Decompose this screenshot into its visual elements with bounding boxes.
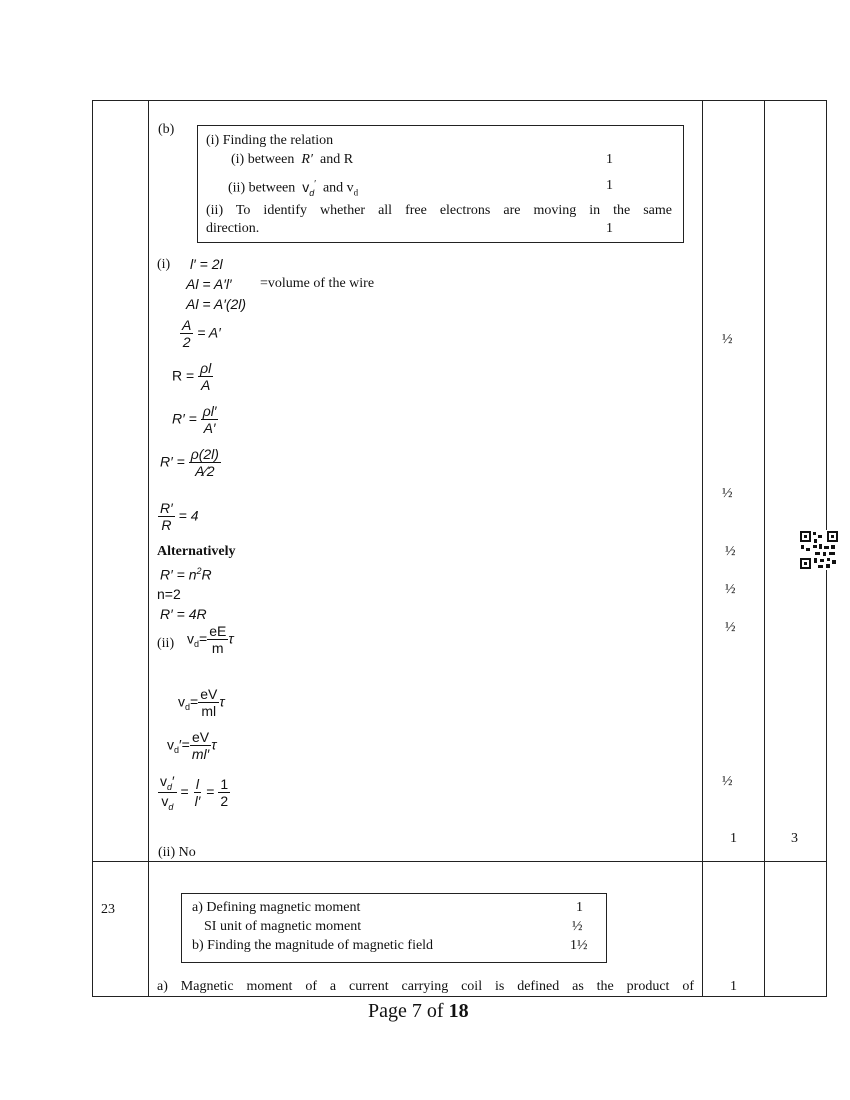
mark: 1	[730, 831, 737, 846]
eq-drift-velocity: $v_d=$ $\frac{eE}{m}$ τ	[187, 623, 234, 657]
mark: ½	[725, 544, 736, 559]
sol-ii-no: (ii) No	[158, 845, 196, 860]
eq-r-prime-sub: R′ = $\frac{\rho(2l)}{A⁄2}$	[160, 446, 219, 480]
table-bottom-border	[92, 996, 827, 997]
eq-alt-r: $R' = n^2R$	[160, 566, 212, 583]
scheme-mark-2: 1	[606, 178, 613, 193]
page-footer: Page 7 of 18	[368, 1000, 469, 1022]
eq-a-prime: $\frac{A}{2}$ = A′	[182, 317, 221, 351]
part-label: (b)	[158, 122, 175, 137]
eq-volume-note: =volume of the wire	[260, 276, 375, 291]
q23-scheme-si-mark: ½	[572, 919, 583, 934]
mark: ½	[722, 774, 733, 789]
eq-drift-v-prime: $v_d'=$ $\frac{eV}{ml'}$ τ	[167, 729, 217, 763]
scheme-line-5: direction.	[206, 221, 260, 236]
scheme-line-1: (i) Finding the relation	[206, 133, 334, 148]
scheme-line-4: (ii) To identify whether all free electrons are moving in the same	[206, 203, 672, 218]
eq-drift-ratio: $\frac{v_d'}{v_d}$ = $\frac{l}{l'}$ = $\frac{1}{2}$	[160, 773, 229, 812]
col-divider-3	[764, 100, 765, 997]
scheme-line-3: (ii) between $v_d'$ and $v_d$	[228, 178, 359, 198]
sol-ii-label: (ii)	[157, 636, 175, 651]
col-divider-2	[702, 100, 703, 997]
q23-answer-mark: 1	[730, 979, 737, 994]
question-number: 23	[101, 902, 115, 917]
eq-length: l′ = 2l	[190, 256, 223, 272]
table-top-border	[92, 100, 827, 101]
scheme-mark-1: 1	[606, 152, 613, 167]
eq-drift-v: $v_d=$ $\frac{eV}{ml}$ τ	[178, 686, 225, 720]
marking-scheme-box	[197, 125, 684, 243]
mark: ½	[725, 582, 736, 597]
alternatively-heading: Alternatively	[157, 544, 236, 559]
qr-code-icon	[799, 530, 839, 570]
eq-area: Al = A′(2l)	[186, 296, 247, 312]
row-divider	[92, 861, 827, 862]
scheme-line-2: (i) between R′ and R	[231, 152, 354, 167]
mark: ½	[722, 332, 733, 347]
col-divider-left	[92, 100, 93, 997]
eq-n: n=2	[157, 586, 181, 602]
q23-scheme-a-mark: 1	[576, 900, 583, 915]
mark: ½	[725, 620, 736, 635]
q23-scheme-a: a) Defining magnetic moment	[192, 900, 361, 915]
eq-resistance: R = $\frac{\rho l}{A}$	[172, 360, 212, 394]
mark: ½	[722, 486, 733, 501]
scheme-mark-3: 1	[606, 221, 613, 236]
q23-scheme-b-mark: 1½	[570, 938, 588, 953]
eq-r-prime: R′ = $\frac{\rho l'}{A'}$	[172, 403, 217, 437]
question-total-marks: 3	[791, 831, 798, 846]
q23-answer-text: a) Magnetic moment of a current carrying coil is defined as the product of	[157, 979, 694, 994]
q23-scheme-box	[181, 893, 607, 963]
eq-r-4: R′ = 4R	[160, 606, 207, 622]
q23-scheme-b: b) Finding the magnitude of magnetic field	[192, 938, 434, 953]
q23-scheme-si: SI unit of magnetic moment	[204, 919, 362, 934]
eq-ratio: $\frac{R'}{R}$ = 4	[160, 500, 199, 534]
col-divider-1	[148, 100, 149, 997]
eq-volume: Al = A′l′	[186, 276, 232, 292]
sol-i-label: (i)	[157, 257, 171, 272]
